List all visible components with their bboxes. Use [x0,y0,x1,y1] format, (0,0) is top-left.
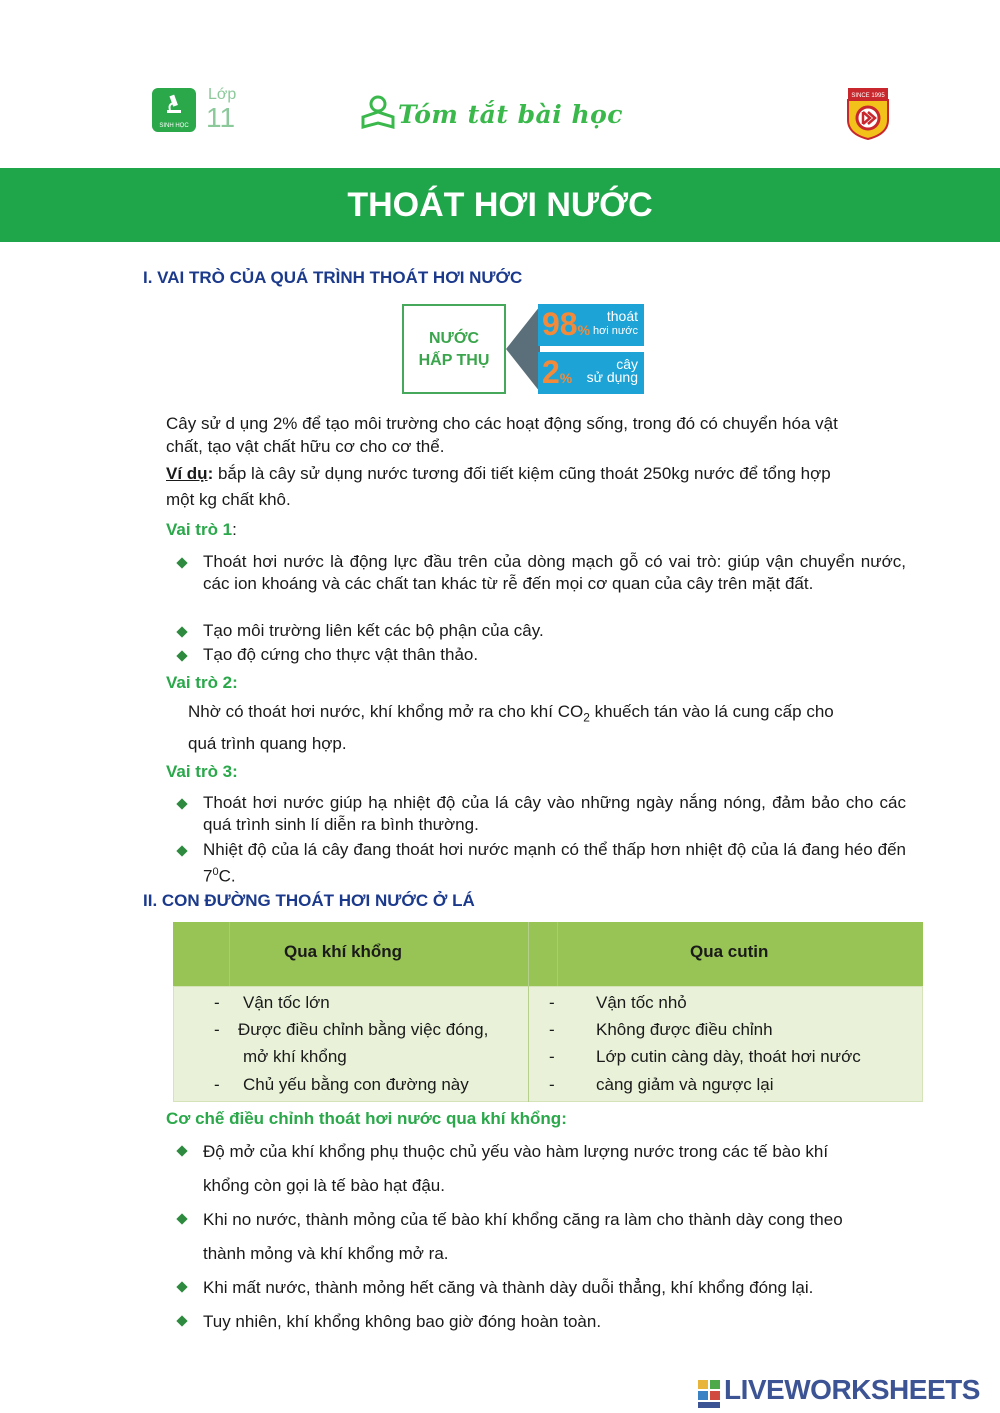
table-header-cutin: Qua cutin [690,942,769,961]
summary-title: Tóm tắt bài học [398,100,624,129]
role-2-line-1: Nhờ có thoát hơi nước, khí khổng mở ra cho khí $CO_2$ khuếch tán vào lá cung cấp cho [188,702,834,725]
mechanism-item-4: Tuy nhiên, khí khổng không bao giờ đóng hoàn toàn. [203,1312,602,1331]
stomata-row-4: Chủ yếu bằng con đường này [243,1075,469,1094]
table-dash: - [549,993,555,1012]
cutin-row-3: Lớp cutin càng dày, thoát hơi nước [596,1047,861,1066]
mechanism-heading: Cơ chế điều chỉnh thoát hơi nước qua khí khổng: [166,1109,567,1128]
plant-use-bar [538,352,644,394]
page-title: THOÁT HƠI NƯỚC [347,186,653,224]
grade-label: Lớp [208,86,237,103]
stomata-row-1: Vận tốc lớn [243,993,330,1012]
section-1-heading: I. VAI TRÒ CỦA QUÁ TRÌNH THOÁT HƠI NƯỚC [143,268,523,287]
liveworksheets-brand[interactable]: LIVEWORKSHEETS [724,1374,980,1405]
microscope-icon [164,94,184,116]
role-1-heading: Vai trò 1: [166,520,237,539]
table-dash: - [214,993,220,1012]
cutin-row-4: càng giảm và ngược lại [596,1075,774,1094]
title-banner [0,168,1000,242]
plant-use-label-1: cây [616,356,638,372]
table-dash: - [214,1020,220,1039]
role-2-line-2: quá trình quang hợp. [188,734,347,753]
mechanism-item-2-line-1: Khi no nước, thành mỏng của tế bào khí khổng căng ra làm cho thành dày cong theo [203,1210,843,1229]
water-absorbed-line2: HẤP THỤ [418,352,490,369]
school-crest-icon [846,86,890,140]
bullet-icon [176,650,188,662]
table-header-stomata: Qua khí khổng [284,942,403,961]
liveworksheets-logo-icon [698,1378,722,1410]
example-line-1: Ví dụ: bắp là cây sử dụng nước tương đối tiết kiệm cũng thoát 250kg nước để tổng hợp [166,464,831,483]
transpiration-label-1: thoát [606,308,638,324]
example-label: Ví dụ [166,464,208,483]
bullet-icon [176,845,188,857]
table-dash: - [549,1020,555,1039]
subject-label: SINH HỌC [159,123,189,129]
mechanism-item-1-line-1: Độ mở của khí khổng phụ thuộc chủ yếu vào hàm lượng nước trong các tế bào khí [203,1142,829,1161]
intro-line-1: Cây sử d ụng 2% để tạo môi trường cho các hoạt động sống, trong đó có chuyển hóa vật [166,414,838,433]
mechanism-item-3: Khi mất nước, thành mỏng hết căng và thành dày duỗi thẳng, khí khổng đóng lại. [203,1278,814,1297]
role-3-heading: Vai trò 3: [166,762,238,781]
mechanism-item-1-line-2: khổng còn gọi là tế bào hạt đậu. [203,1176,445,1195]
bullet-icon [176,798,188,810]
table-dash: - [214,1075,220,1094]
transpiration-bar [538,304,644,346]
cutin-row-1: Vận tốc nhỏ [596,993,687,1012]
table-dash: - [549,1047,555,1066]
bullet-icon [176,557,188,569]
cutin-row-2: Không được điều chỉnh [596,1020,773,1039]
table-divider [557,922,558,986]
role-3-item-1: Thoát hơi nước giúp hạ nhiệt độ của lá cây vào những ngày nắng nóng, đảm bảo cho các quá trình sinh lí diễn ra bình thường. [203,793,906,834]
bullet-icon [176,1145,188,1157]
table-divider [229,922,230,986]
role-1-item-1: Thoát hơi nước là động lực đầu trên của dòng mạch gỗ có vai trò: giúp vận chuyển nước, các ion khoáng và các chất tan khác từ rễ đến mọi cơ quan của cây trên mặt đất. [203,552,906,593]
role-3-item-2: Nhiệt độ của lá cây đang thoát hơi nước mạnh có thể thấp hơn nhiệt độ của lá đang héo đến $7^0C$. [203,840,906,886]
bullet-icon [176,1315,188,1327]
table-divider [528,986,529,1102]
role-1-item-2: Tạo môi trường liên kết các bộ phận của cây. [203,621,544,640]
role-1-item-3: Tạo độ cứng cho thực vật thân thảo. [203,645,479,664]
grade-number: 11 [206,102,236,133]
role-2-heading: Vai trò 2: [166,673,238,692]
subject-logo [152,88,196,132]
stomata-row-2: Được điều chỉnh bằng việc đóng, [238,1020,489,1039]
water-absorbed-line1: NƯỚC [428,330,480,347]
bullet-icon [176,1213,188,1225]
split-arrow-icon [506,304,540,394]
transpiration-value: 98% [542,306,591,342]
section-2-heading: II. CON ĐƯỜNG THOÁT HƠI NƯỚC Ở LÁ [143,891,475,910]
table-dash: - [549,1075,555,1094]
book-icon [360,95,396,131]
plant-use-label-2: sử dụng [586,369,638,385]
bullet-icon [176,626,188,638]
bullet-icon [176,1281,188,1293]
crest-text: SINCE 1995 [851,93,885,99]
mechanism-item-2-line-2: thành mỏng và khí khổng mở ra. [203,1244,449,1263]
intro-line-2: chất, tạo vật chất hữu cơ cho cơ thể. [166,437,445,456]
water-absorbed-box [402,304,506,394]
stomata-row-3: mở khí khổng [243,1047,347,1066]
example-line-2: một kg chất khô. [166,490,291,509]
plant-use-value: 2% [542,354,573,390]
transpiration-label-2: hơi nước [592,325,638,337]
